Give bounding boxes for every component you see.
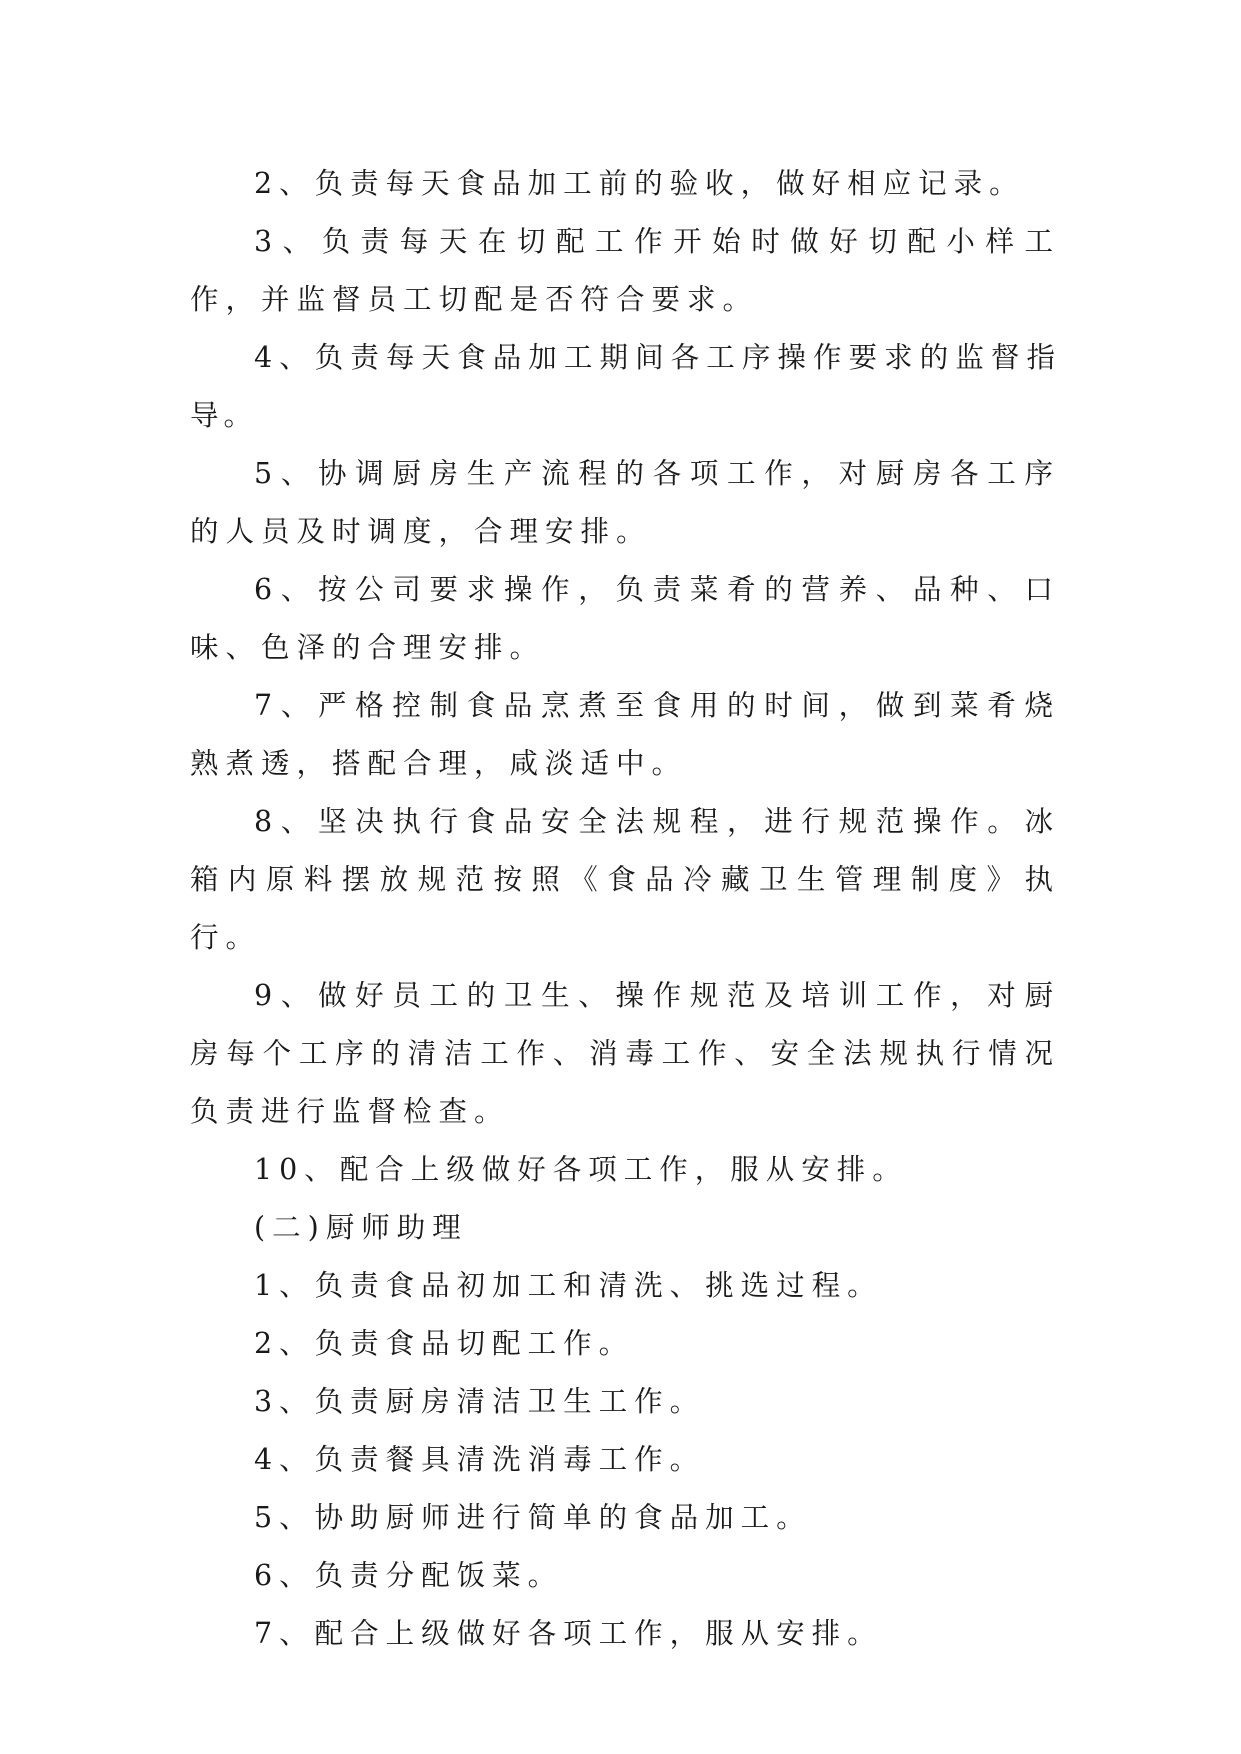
paragraph-assistant-duty-4: 4、负责餐具清洗消毒工作。 <box>254 1443 706 1476</box>
paragraph-assistant-duty-7: 7、配合上级做好各项工作，服从安排。 <box>254 1617 883 1650</box>
paragraph-assistant-duty-6: 6、负责分配饭菜。 <box>254 1559 564 1592</box>
paragraph-chef-duty-8: 8、坚决执行食品安全法规程，进行规范操作。冰箱内原料摆放规范按照《食品冷藏卫生管理制度》执行。 <box>190 805 1060 954</box>
paragraph-chef-duty-5: 5、协调厨房生产流程的各项工作，对厨房各工序的人员及时调度，合理安排。 <box>190 457 1060 548</box>
paragraph-assistant-duty-2: 2、负责食品切配工作。 <box>254 1327 635 1360</box>
section-heading-chef-assistant: (二)厨师助理 <box>254 1211 468 1244</box>
paragraph-chef-duty-9: 9、做好员工的卫生、操作规范及培训工作，对厨房每个工序的清洁工作、消毒工作、安全法规执行情况负责进行监督检查。 <box>190 979 1060 1128</box>
paragraph-chef-duty-2: 2、负责每天食品加工前的验收，做好相应记录。 <box>254 167 1025 200</box>
paragraph-assistant-duty-1: 1、负责食品初加工和清洗、挑选过程。 <box>254 1269 883 1302</box>
paragraph-chef-duty-3: 3、负责每天在切配工作开始时做好切配小样工作，并监督员工切配是否符合要求。 <box>190 225 1060 316</box>
paragraph-assistant-duty-3: 3、负责厨房清洁卫生工作。 <box>254 1385 706 1418</box>
paragraph-chef-duty-4: 4、负责每天食品加工期间各工序操作要求的监督指导。 <box>190 341 1060 432</box>
paragraph-chef-duty-10: 10、配合上级做好各项工作，服从安排。 <box>254 1153 908 1186</box>
document-body <box>190 155 1060 1663</box>
paragraph-chef-duty-7: 7、严格控制食品烹煮至食用的时间，做到菜肴烧熟煮透，搭配合理，咸淡适中。 <box>190 689 1060 780</box>
paragraph-chef-duty-6: 6、按公司要求操作，负责菜肴的营养、品种、口味、色泽的合理安排。 <box>190 573 1060 664</box>
paragraph-assistant-duty-5: 5、协助厨师进行简单的食品加工。 <box>254 1501 812 1534</box>
